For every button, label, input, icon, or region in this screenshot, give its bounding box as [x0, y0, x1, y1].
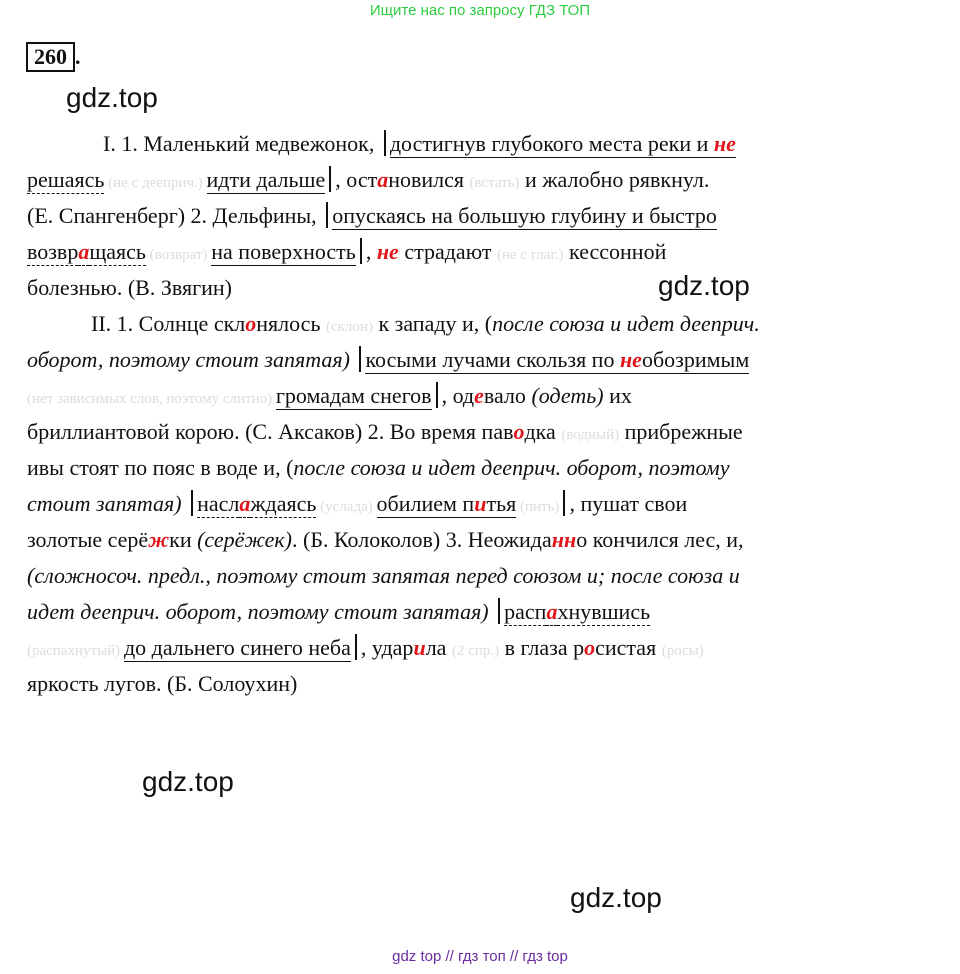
italic-comment: (серёжек) — [197, 527, 292, 552]
phrase-boundary-mark — [326, 202, 328, 228]
underlined-phrase: опускаясь на большую глубину и быстро — [332, 203, 717, 228]
exercise-number-box: 260 — [26, 42, 75, 72]
text-line — [27, 450, 943, 486]
highlighted-letter: нн — [551, 527, 577, 552]
exercise-text — [27, 126, 943, 702]
highlighted-letter: а — [239, 491, 251, 516]
text-segment: их — [603, 383, 632, 408]
text-line — [27, 126, 943, 162]
hint-note: (возврат) — [145, 247, 212, 263]
text-segment: (Е. Спангенберг) 2. Дельфины, — [27, 203, 323, 228]
italic-comment: (одеть) — [531, 383, 604, 408]
exercise-number-dot: . — [75, 44, 81, 69]
exercise-number — [26, 42, 81, 72]
underlined-phrase: до дальнего синего неба — [123, 635, 351, 660]
phrase-boundary-mark — [384, 130, 386, 156]
watermark: gdz.top — [66, 82, 158, 113]
watermark: gdz.top — [658, 270, 750, 301]
text-line — [27, 558, 943, 594]
highlighted-letter: и — [413, 635, 426, 660]
text-segment: , пушат свои — [569, 491, 688, 516]
gerund-word: ждаясь — [250, 491, 317, 516]
gerund-word: возвр — [27, 239, 79, 264]
text-line — [27, 414, 943, 450]
text-segment: ивы стоят по пояс в воде и, ( — [27, 455, 294, 480]
text-segment: дка — [524, 419, 562, 444]
highlighted-letter: ж — [148, 527, 170, 552]
hint-note: (росы) — [661, 643, 704, 659]
phrase-boundary-mark — [329, 166, 331, 192]
text-segment: I. 1. Маленький медвежонок, — [103, 131, 380, 156]
text-segment: о кончился лес, и, — [576, 527, 744, 552]
text-line — [27, 234, 943, 270]
hint-note: (не с дееприч.) — [104, 175, 207, 191]
text-line — [27, 594, 943, 630]
text-segment: систая — [595, 635, 662, 660]
hint-note: (услада) — [316, 499, 377, 515]
text-segment: в глаза р — [499, 635, 585, 660]
underlined-phrase: достигнув глубокого места реки и — [389, 131, 714, 156]
text-segment: , од — [441, 383, 475, 408]
underlined-phrase: обозримым — [641, 347, 750, 372]
text-line — [27, 486, 943, 522]
highlighted-letter: не — [619, 347, 642, 372]
underlined-phrase: косыми лучами скользя по — [365, 347, 620, 372]
highlighted-letter: и — [474, 491, 487, 516]
text-segment: яркость лугов. (Б. Солоухин) — [27, 671, 298, 696]
hint-note: (нет зависимых слов, поэтому слитно) — [27, 391, 276, 407]
text-segment: . (Б. Колоколов) 3. Неожида — [292, 527, 552, 552]
text-segment: ки — [169, 527, 198, 552]
gerund-word: щаясь — [89, 239, 146, 264]
text-segment: к западу и, ( — [372, 311, 493, 336]
text-segment: золотые серё — [27, 527, 149, 552]
italic-comment: идет дееприч. оборот, поэтому стоит запятая) — [27, 599, 489, 624]
highlighted-letter: не — [713, 131, 736, 156]
text-segment — [489, 599, 495, 624]
highlighted-letter: не — [376, 239, 399, 264]
highlighted-letter: е — [474, 383, 484, 408]
text-line — [27, 162, 943, 198]
text-line — [27, 666, 943, 702]
text-segment: кессонной — [563, 239, 667, 264]
hint-note: (встать) — [469, 175, 520, 191]
underlined-phrase: обилием п — [376, 491, 475, 516]
phrase-boundary-mark — [360, 238, 362, 264]
phrase-boundary-mark — [355, 634, 357, 660]
text-line — [27, 630, 943, 666]
highlighted-letter: а — [78, 239, 90, 264]
text-segment: болезнью. (В. Звягин) — [27, 275, 232, 300]
footer-links: gdz top // гдз топ // гдз top — [392, 948, 568, 965]
underlined-phrase: на поверхность — [211, 239, 356, 264]
text-segment: новился — [388, 167, 470, 192]
text-line — [27, 306, 943, 342]
gerund-word: хнувшись — [557, 599, 651, 624]
phrase-boundary-mark — [191, 490, 193, 516]
watermark: gdz.top — [570, 882, 662, 913]
highlighted-letter: о — [245, 311, 257, 336]
text-segment: бриллиантовой корою. (С. Аксаков) 2. Во время пав — [27, 419, 514, 444]
phrase-boundary-mark — [436, 382, 438, 408]
text-line — [27, 378, 943, 414]
gerund-word: решаясь — [27, 167, 105, 192]
underlined-phrase: идти дальше — [206, 167, 326, 192]
gerund-word: расп — [504, 599, 547, 624]
highlighted-letter: а — [377, 167, 389, 192]
hint-note: (склон) — [325, 319, 373, 335]
gerund-word: насл — [197, 491, 240, 516]
highlighted-letter: о — [513, 419, 525, 444]
underlined-phrase: громадам снегов — [275, 383, 432, 408]
hint-note: (не с глаг.) — [496, 247, 564, 263]
hint-note: (2 спр.) — [451, 643, 500, 659]
text-line — [27, 522, 943, 558]
text-segment — [182, 491, 188, 516]
text-segment: , удар — [360, 635, 414, 660]
hint-note: (распахнутый) — [27, 643, 124, 659]
text-segment: II. 1. Солнце скл — [91, 311, 246, 336]
highlighted-letter: о — [584, 635, 596, 660]
text-line — [27, 198, 943, 234]
text-segment: ла — [425, 635, 452, 660]
text-segment: и жалобно рявкнул. — [519, 167, 710, 192]
top-banner: Ищите нас по запросу ГДЗ ТОП — [369, 2, 591, 19]
text-segment: нялось — [256, 311, 326, 336]
phrase-boundary-mark — [563, 490, 565, 516]
text-segment: , — [365, 239, 377, 264]
text-segment — [350, 347, 356, 372]
text-segment: , ост — [335, 167, 378, 192]
text-segment: страдают — [398, 239, 497, 264]
italic-comment: оборот, поэтому стоит запятая) — [27, 347, 350, 372]
italic-comment: (сложносоч. предл., поэтому стоит запятая перед союзом и; после союза и — [27, 563, 740, 588]
italic-comment: после союза и идет дееприч. — [492, 311, 760, 336]
phrase-boundary-mark — [498, 598, 500, 624]
text-segment: прибрежные — [619, 419, 743, 444]
text-line — [27, 270, 943, 306]
hint-note: (водный) — [561, 427, 620, 443]
text-line — [27, 342, 943, 378]
highlighted-letter: а — [546, 599, 558, 624]
italic-comment: стоит запятая) — [27, 491, 182, 516]
watermark: gdz.top — [142, 766, 234, 797]
text-segment: вало — [483, 383, 532, 408]
phrase-boundary-mark — [359, 346, 361, 372]
hint-note: (пить) — [516, 499, 560, 515]
italic-comment: после союза и идет дееприч. оборот, поэтому — [293, 455, 730, 480]
underlined-phrase: тья — [486, 491, 517, 516]
